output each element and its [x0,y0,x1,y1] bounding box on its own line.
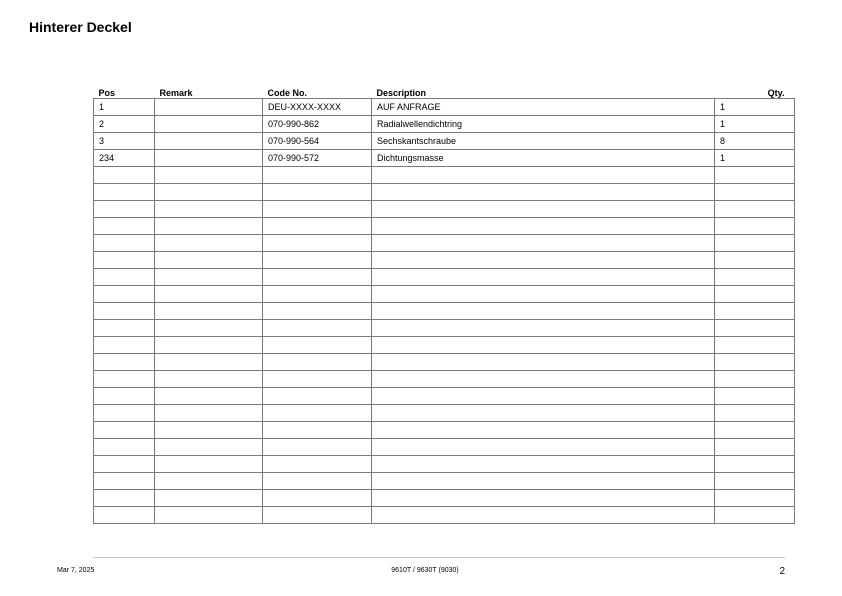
cell-remark [155,252,263,269]
cell-qty [715,405,795,422]
cell-pos [94,252,155,269]
cell-code [263,371,372,388]
table-row [94,286,795,303]
cell-remark [155,150,263,167]
cell-description [372,473,715,490]
cell-pos [94,354,155,371]
cell-description [372,354,715,371]
cell-pos [94,439,155,456]
cell-pos [94,286,155,303]
cell-qty [715,490,795,507]
cell-pos [94,473,155,490]
cell-remark [155,473,263,490]
cell-description [372,286,715,303]
cell-pos [94,490,155,507]
page-number: 2 [779,566,785,577]
cell-code [263,507,372,524]
header-remark: Remark [159,88,193,98]
cell-pos [94,269,155,286]
cell-remark [155,371,263,388]
cell-qty: 1 [715,116,795,133]
cell-description [372,320,715,337]
cell-remark [155,303,263,320]
table-header-row [94,83,795,99]
cell-pos [94,184,155,201]
table-row [94,99,795,116]
table-row [94,422,795,439]
cell-qty [715,201,795,218]
cell-code: DEU-XXXX-XXXX [263,99,372,116]
cell-pos [94,320,155,337]
cell-pos [94,371,155,388]
cell-remark [155,337,263,354]
cell-code: 070-990-862 [263,116,372,133]
cell-qty [715,167,795,184]
cell-qty [715,422,795,439]
cell-pos [94,218,155,235]
table-row [94,116,795,133]
cell-qty [715,286,795,303]
cell-remark [155,116,263,133]
cell-code [263,388,372,405]
cell-qty [715,252,795,269]
cell-code [263,201,372,218]
cell-code [263,286,372,303]
cell-code [263,252,372,269]
cell-pos [94,405,155,422]
cell-qty [715,388,795,405]
cell-pos [94,167,155,184]
cell-remark [155,218,263,235]
cell-remark [155,235,263,252]
cell-qty: 8 [715,133,795,150]
cell-code [263,439,372,456]
cell-code: 070-990-564 [263,133,372,150]
parts-table-body [94,99,795,524]
cell-qty [715,269,795,286]
table-row [94,490,795,507]
cell-code [263,218,372,235]
cell-qty [715,337,795,354]
cell-qty [715,218,795,235]
cell-code [263,354,372,371]
cell-code [263,456,372,473]
table-row [94,507,795,524]
table-row [94,439,795,456]
table-row [94,337,795,354]
cell-qty [715,371,795,388]
table-row [94,133,795,150]
cell-pos: 2 [94,116,155,133]
cell-description [372,269,715,286]
cell-description [372,337,715,354]
cell-pos [94,235,155,252]
cell-qty: 1 [715,99,795,116]
cell-code [263,303,372,320]
cell-code [263,184,372,201]
cell-pos [94,507,155,524]
cell-qty [715,320,795,337]
cell-code [263,269,372,286]
cell-remark [155,456,263,473]
cell-code [263,337,372,354]
cell-code [263,422,372,439]
cell-remark [155,184,263,201]
cell-code [263,320,372,337]
cell-code [263,167,372,184]
cell-description: AUF ANFRAGE [372,99,715,116]
cell-qty [715,303,795,320]
table-row [94,320,795,337]
cell-code: 070-990-572 [263,150,372,167]
cell-qty [715,184,795,201]
cell-description [372,184,715,201]
cell-description [372,405,715,422]
cell-qty [715,507,795,524]
cell-pos [94,337,155,354]
header-code: Code No. [267,88,307,98]
table-row [94,388,795,405]
cell-description [372,218,715,235]
table-row [94,167,795,184]
cell-remark [155,439,263,456]
cell-description: Sechskantschraube [372,133,715,150]
cell-description [372,252,715,269]
footer-date: Mar 7, 2025 [57,567,95,574]
table-row [94,371,795,388]
cell-description [372,507,715,524]
cell-qty [715,473,795,490]
cell-code [263,405,372,422]
cell-remark [155,167,263,184]
cell-remark [155,405,263,422]
cell-description [372,371,715,388]
cell-qty [715,439,795,456]
cell-remark [155,422,263,439]
table-row [94,269,795,286]
cell-remark [155,201,263,218]
cell-remark [155,133,263,150]
cell-remark [155,388,263,405]
header-pos: Pos [98,88,116,98]
table-row [94,252,795,269]
table-row [94,150,795,167]
cell-description [372,439,715,456]
cell-remark [155,269,263,286]
parts-table [93,83,795,524]
cell-pos [94,303,155,320]
table-row [94,201,795,218]
cell-qty [715,456,795,473]
table-row [94,354,795,371]
header-description: Description [376,88,427,98]
table-row [94,456,795,473]
cell-remark [155,286,263,303]
cell-pos: 1 [94,99,155,116]
page-title: Hinterer Deckel [29,19,132,35]
cell-remark [155,354,263,371]
cell-qty [715,354,795,371]
cell-pos [94,201,155,218]
cell-remark [155,507,263,524]
cell-remark [155,490,263,507]
cell-pos [94,388,155,405]
cell-description [372,388,715,405]
cell-description [372,235,715,252]
cell-remark [155,320,263,337]
cell-description [372,490,715,507]
cell-description: Dichtungsmasse [372,150,715,167]
footer-model: 9610T / 9630T (9030) [391,567,459,574]
table-row [94,473,795,490]
cell-description [372,303,715,320]
table-row [94,218,795,235]
cell-description [372,167,715,184]
cell-pos [94,456,155,473]
cell-description [372,422,715,439]
cell-pos [94,422,155,439]
cell-pos: 3 [94,133,155,150]
table-row [94,235,795,252]
cell-description: Radialwellendichtring [372,116,715,133]
cell-description [372,201,715,218]
cell-code [263,490,372,507]
table-row [94,405,795,422]
cell-remark [155,99,263,116]
cell-pos: 234 [94,150,155,167]
cell-qty: 1 [715,150,795,167]
table-row [94,303,795,320]
table-row [94,184,795,201]
footer-divider [93,557,785,558]
cell-code [263,473,372,490]
cell-description [372,456,715,473]
cell-qty [715,235,795,252]
cell-code [263,235,372,252]
header-qty: Qty. [767,88,785,98]
